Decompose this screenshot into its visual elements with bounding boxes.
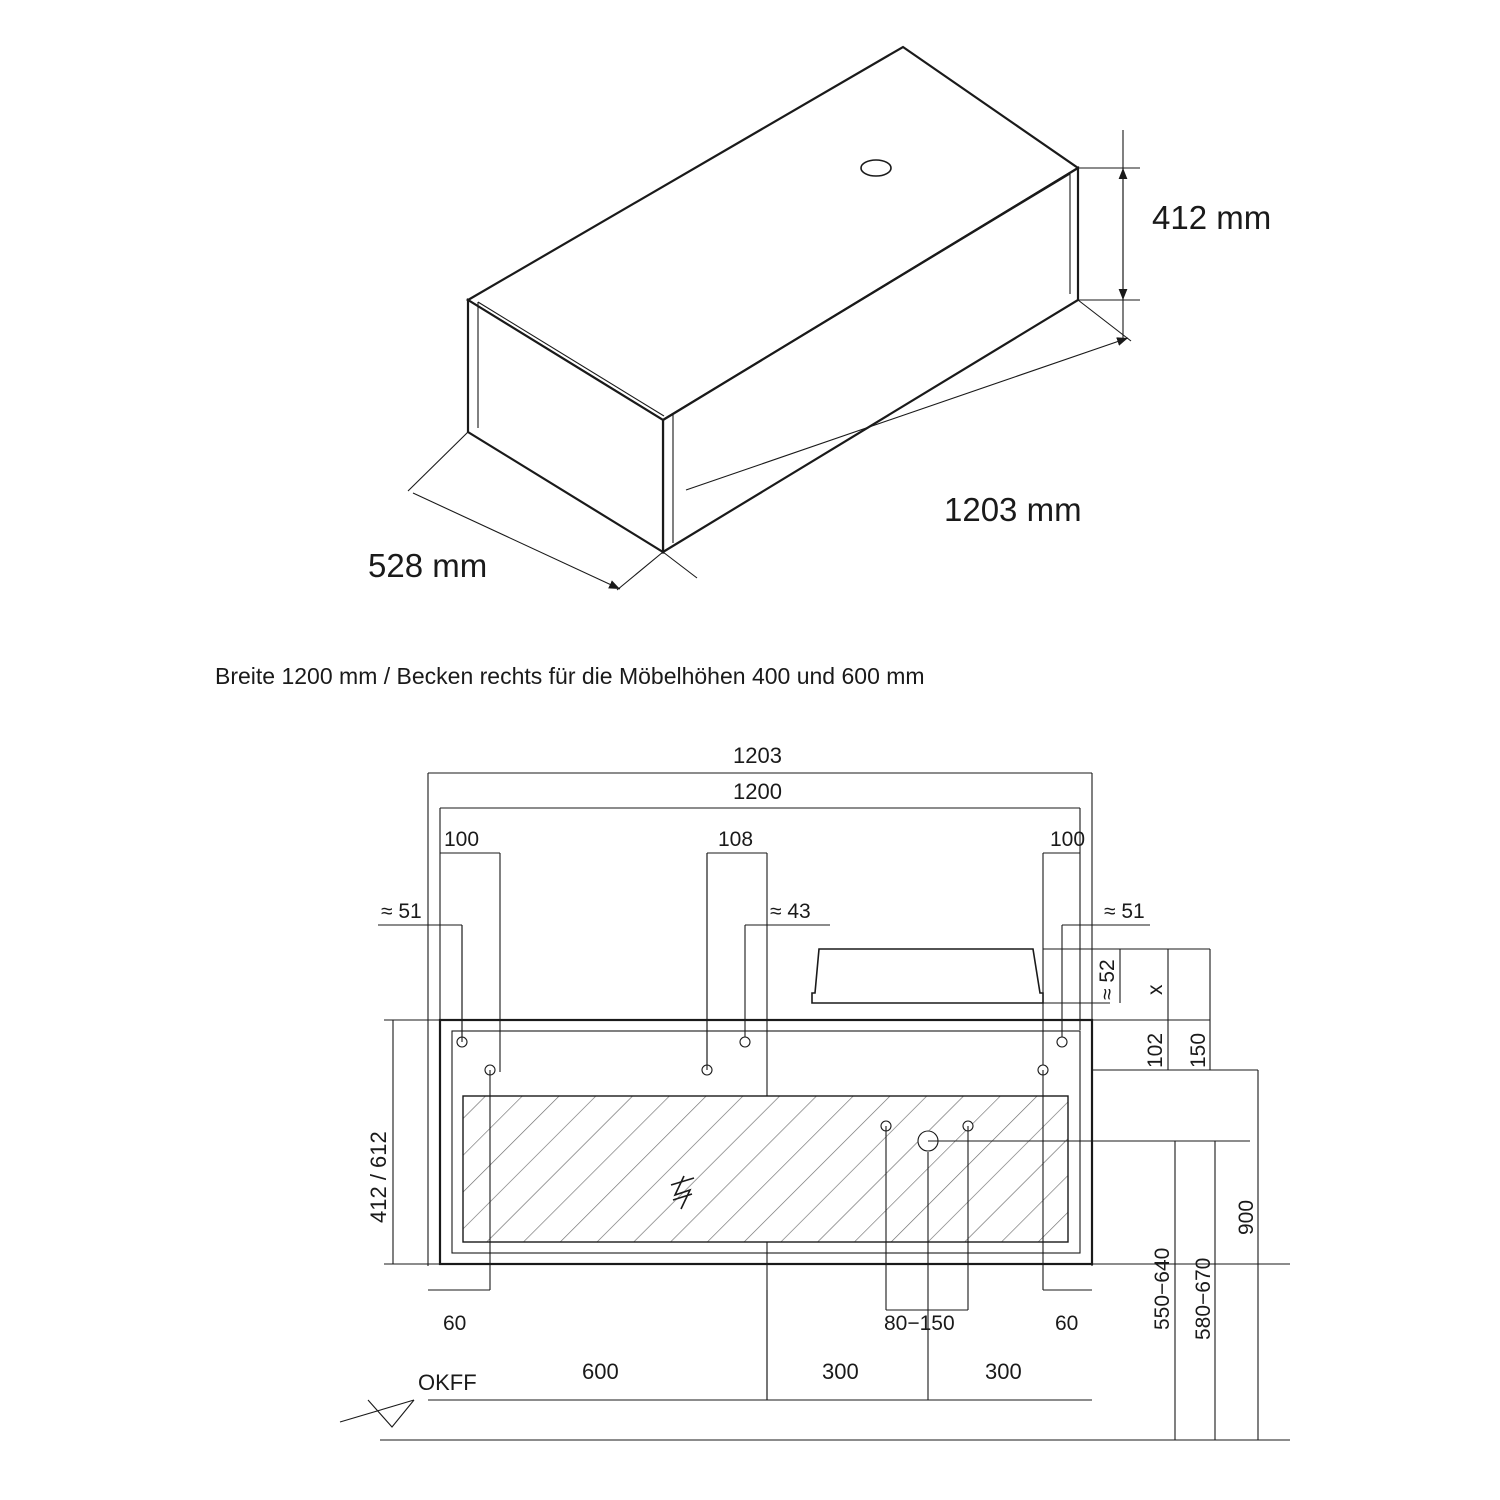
dim-1203-label: 1203 [733, 743, 782, 768]
dim-width-label: 1203 mm [944, 491, 1082, 528]
dim-depth-label: 528 mm [368, 547, 488, 584]
cabinet-elevation-body [440, 1020, 1092, 1264]
caption-text: Breite 1200 mm / Becken rechts für die Möbelhöhen 400 und 600 mm [215, 663, 925, 689]
dim-300b-label: 300 [985, 1359, 1022, 1384]
okff-label: OKFF [418, 1370, 477, 1395]
dim-height-label: 412 mm [1152, 199, 1272, 236]
dim-108-label: 108 [718, 828, 754, 851]
dim-580-670-label: 580−670 [1192, 1257, 1215, 1340]
dim-approx-43-label: ≈ 43 [770, 900, 811, 923]
dim-60-left-label: 60 [443, 1312, 467, 1335]
dim-100-right-label: 100 [1050, 828, 1086, 851]
dim-60-left [428, 1290, 490, 1335]
dim-300a-label: 300 [822, 1359, 859, 1384]
dim-150-label: 150 [1187, 1032, 1210, 1068]
dim-100-right [1043, 828, 1085, 1072]
dim-approx-51-right-label: ≈ 51 [1104, 900, 1145, 923]
hatched-area [463, 1096, 1068, 1242]
dim-600-label: 600 [582, 1359, 619, 1384]
perspective-cabinet [468, 47, 1078, 552]
okff-marker [340, 1370, 477, 1427]
dim-900-label: 900 [1235, 1199, 1258, 1235]
dim-x-label: x [1144, 984, 1167, 995]
dim-100-left-label: 100 [444, 828, 480, 851]
basin-shape [812, 949, 1043, 1003]
dim-550-640-label: 550−640 [1151, 1247, 1174, 1330]
dim-102-label: 102 [1144, 1032, 1167, 1068]
dim-1200-label: 1200 [733, 779, 782, 804]
dim-412-612-label: 412 / 612 [366, 1131, 391, 1223]
dim-80-150-label: 80−150 [884, 1312, 955, 1335]
dim-height-412 [1078, 130, 1271, 338]
dim-approx-51-left-label: ≈ 51 [381, 900, 422, 923]
dim-basin-heights [1043, 949, 1210, 1025]
dim-approx-52-label: ≈ 52 [1096, 959, 1119, 1000]
dim-60-right [1043, 1290, 1092, 1335]
dim-60-right-label: 60 [1055, 1312, 1079, 1335]
dim-100-left [440, 828, 500, 1072]
